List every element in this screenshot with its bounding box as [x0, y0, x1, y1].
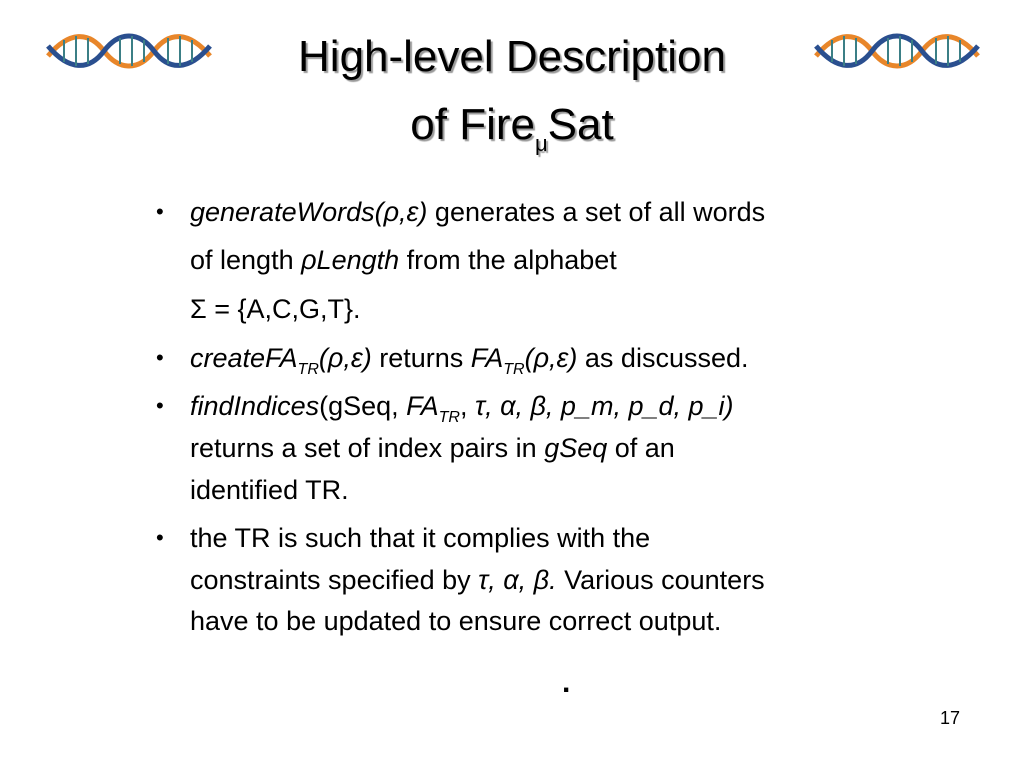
bullet-text: identified TR. [190, 475, 349, 505]
bullet-text: Various counters [556, 565, 765, 595]
bullet-text: of length [190, 245, 302, 275]
title-suffix: Sat [547, 100, 614, 149]
bullet-marker: • [156, 345, 164, 370]
bullet-text: returns a set of index pairs in [190, 433, 545, 463]
subscript: TR [297, 361, 319, 378]
function-name: findIndices [190, 391, 320, 421]
bullet-1-line-2 [190, 240, 617, 280]
variable-name: gSeq [544, 433, 608, 463]
slide-title [0, 32, 1024, 82]
bullet-1-line-1 [190, 192, 765, 232]
bullet-text: (gSeq, [319, 391, 407, 421]
subscript: TR [503, 361, 525, 378]
bullet-text: , [459, 391, 475, 421]
title-prefix: of [410, 100, 460, 149]
bullet-text: as discussed. [577, 343, 749, 373]
parameter-list: τ, α, β. [478, 565, 557, 595]
page-number: 17 [940, 708, 961, 728]
bullet-text: have to be updated to ensure correct output. [190, 606, 722, 636]
title-subscript: μ [534, 131, 548, 156]
variable-name: FA [470, 343, 504, 373]
bullet-text: Σ = {A,C,G,T}. [190, 294, 361, 324]
center-dot: . [562, 666, 571, 699]
bullet-4-line-2 [190, 560, 765, 600]
title-name: Fire [459, 100, 535, 149]
bullet-text: returns [371, 343, 471, 373]
function-name: createFA [190, 343, 298, 373]
bullet-text: from the alphabet [399, 245, 617, 275]
bullet-1-line-3 [190, 289, 361, 329]
bullet-marker: • [156, 199, 164, 224]
subscript: TR [438, 409, 460, 426]
bullet-text: of an [607, 433, 675, 463]
bullet-text: the TR is such that it complies with the [190, 523, 651, 553]
bullet-4-line-3 [190, 601, 721, 641]
bullet-2-line-1 [190, 338, 749, 390]
function-args: (ρ,ε) [318, 343, 372, 373]
variable-name: ρLength [301, 245, 400, 275]
bullet-3-line-2 [190, 428, 675, 468]
bullet-text: constraints specified by [190, 565, 479, 595]
bullet-marker: • [156, 393, 164, 418]
bullet-text: generates a set of all words [427, 197, 766, 227]
slide-title-line-2 [0, 100, 1024, 169]
parameter-list: τ, α, β, p_m, p_d, p_i) [475, 391, 734, 421]
bullet-3-line-3 [190, 470, 349, 510]
function-name: generateWords(ρ,ε) [190, 197, 428, 227]
title-line-1: High-level Description [298, 32, 726, 81]
bullet-4-line-1 [190, 518, 650, 558]
bullet-marker: • [156, 525, 164, 550]
variable-name: FA [406, 391, 439, 421]
function-args: (ρ,ε) [524, 343, 578, 373]
